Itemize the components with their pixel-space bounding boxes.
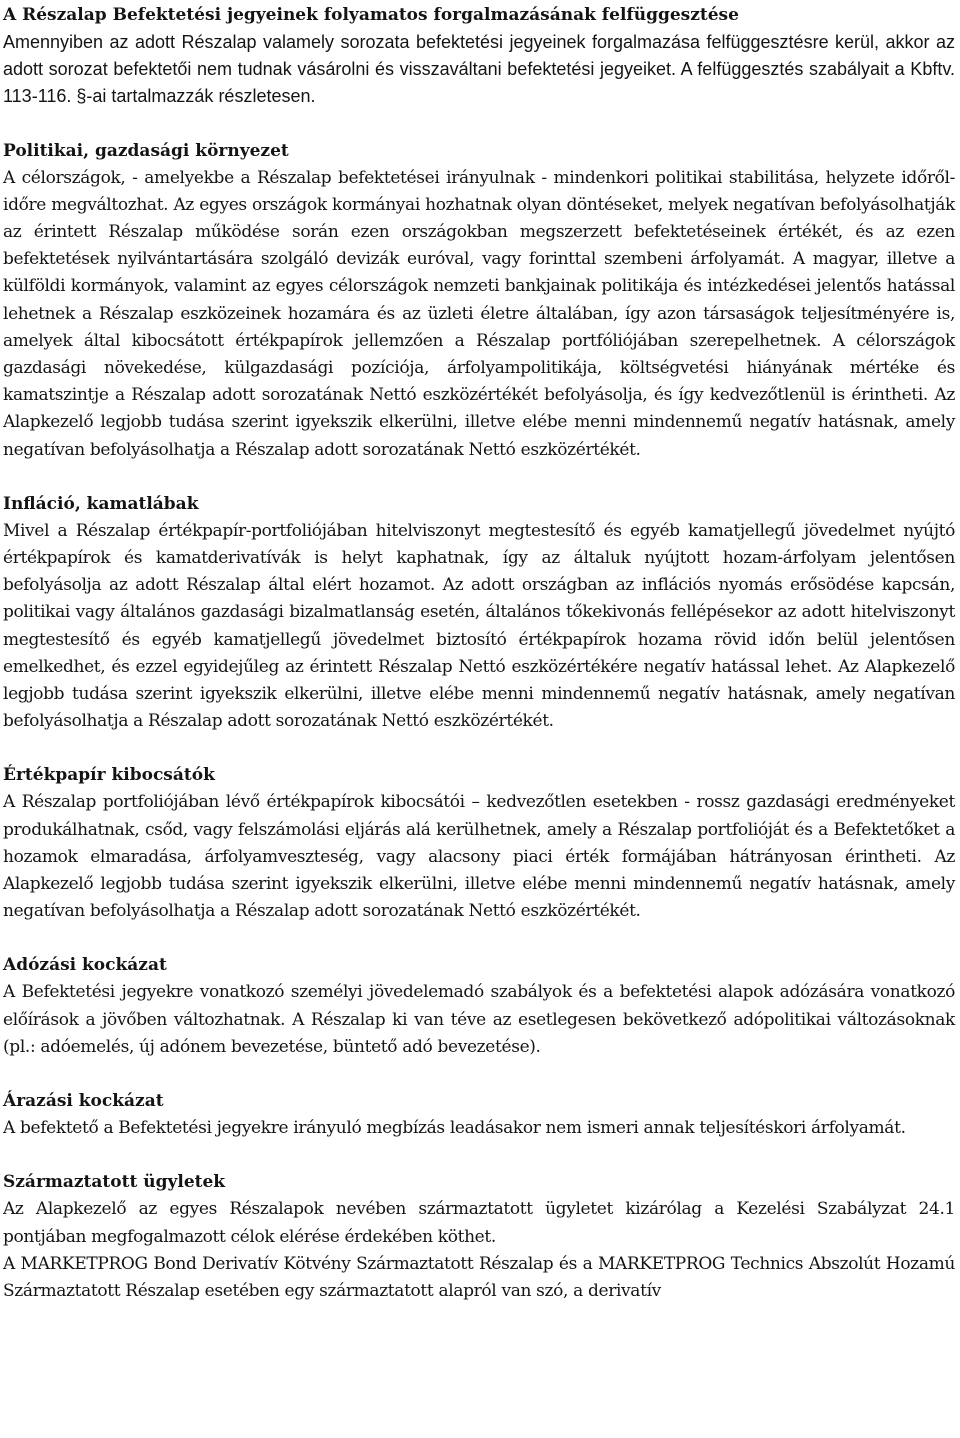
section-paragraph: Mivel a Részalap értékpapír-portfoliójában hitelviszonyt megtestesítő és egyéb kamatjellegű jövedelmet nyújtó értékpapírok és kamatderivatívák is helyt kaphatnak, így az általuk nyújtott hozam-árfolyam jelentősen befolyásolja az adott Részalap által elért hozamot. Az adott országban az inflációs nyomás erősödése kapcsán, politikai vagy általános gazdasági bizalmatlanság esetén, általános tőkekivonás fellépésekor az adott hitelviszonyt megtestesítő és egyéb kamatjellegű jövedelmet biztosító értékpapírok hozama rövid időn belül jelentősen emelkedhet, és ezzel egyidejűleg az érintett Részalap Nettó eszközértékére negatív hatással lehet. Az Alapkezelő legjobb tudása szerint igyekszik elkerülni, illetve elébe menni mindennemű negatív hatásnak, amely negatívan befolyásolhatja a Részalap adott sorozatának Nettó eszközértékét. — [3, 520, 955, 732]
section-paragraph: Amennyiben az adott Részalap valamely sorozata befektetési jegyeinek forgalmazása felfüggesztésre kerül, akkor az adott sorozat befektetői nem tudnak vásárolni és visszaváltani befektetési jegyeiket. A felfüggesztés szabályait a Kbftv. 113-116. §-ai tartalmazzák részletesen. — [3, 32, 955, 107]
section-pricing-risk — [3, 1088, 955, 1142]
section-paragraph: A befektető a Befektetési jegyekre irányuló megbízás leadásakor nem ismeri annak teljesítéskori árfolyamát. — [3, 1118, 906, 1139]
section-suspension — [3, 0, 955, 111]
section-heading: Értékpapír kibocsátók — [3, 765, 215, 786]
spacer — [3, 925, 955, 952]
section-paragraph: A Részalap portfoliójában lévő értékpapírok kibocsátói – kedvezőtlen esetekben - rossz gazdasági eredményeket produkálhatnak, csőd, vagy felszámolási eljárás alá kerülhetnek, amely a Részalap portfolióját és a Befektetőket a hozamok elmaradása, árfolyamveszteség, vagy alacsony piaci érték formájában hátrányosan érintheti. Az Alapkezelő legjobb tudása szerint igyekszik elkerülni, illetve elébe menni mindennemű negatív hatásnak, amely negatívan befolyásolhatja a Részalap adott sorozatának Nettó eszközértékét. — [3, 792, 955, 922]
document-page — [3, 0, 955, 1305]
section-heading: Árazási kockázat — [3, 1091, 164, 1112]
section-paragraph: Az Alapkezelő az egyes Részalapok nevében származtatott ügyletet kizárólag a Kezelési Szabályzat 24.1 pontjában megfogalmazott célok elérése érdekében köthet. — [3, 1199, 955, 1247]
section-heading: Infláció, kamatlábak — [3, 493, 199, 514]
spacer — [3, 1061, 955, 1088]
section-paragraph: A célországok, - amelyekbe a Részalap befektetései irányulnak - mindenkori politikai stabilitása, helyzete időről-időre megváltozhat. Az egyes országok kormányai hozhatnak olyan döntéseket, melyek negatívan befolyásolhatják az érintett Részalap működése során ezen országokban megszerzett befektetéseinek értékét, és az ezen befektetések nyilvántartására szolgáló devizák euróval, vagy forinttal szembeni árfolyamát. A magyar, illetve a külföldi kormányok, valamint az egyes célországok nemzeti bankjainak politikája és intézkedései jelentős hatással lehetnek a Részalap eszközeinek hozamára és az üzleti életre általában, így azon társaságok teljesítményére is, amelyek által kibocsátott értékpapírok jellemzően a Részalap portfóliójában szerepelhetnek. A célországok gazdasági növekedése, külgazdasági pozíciója, árfolyampolitikája, költségvetési hiányának mértéke és kamatszintje a Részalap adott sorozatának Nettó eszközértékét befolyásolja, és így kedvezőtlenül is érintheti. Az Alapkezelő legjobb tudása szerint igyekszik elkerülni, illetve elébe menni mindennemű negatív hatásnak, amely negatívan befolyásolhatja a Részalap adott sorozatának Nettó eszközértékét. — [3, 167, 955, 460]
section-heading: Politikai, gazdasági környezet — [3, 140, 289, 161]
section-paragraph: A Befektetési jegyekre vonatkozó személyi jövedelemadó szabályok és a befektetési alapok adózására vonatkozó előírások a jövőben változhatnak. A Részalap ki van téve az esetlegesen bekövetkező adópolitikai változásoknak (pl.: adóemelés, új adónem bevezetése, büntető adó bevezetése). — [3, 982, 955, 1057]
section-heading: Adózási kockázat — [3, 955, 167, 976]
section-tax-risk — [3, 952, 955, 1061]
spacer — [3, 111, 955, 138]
spacer — [3, 735, 955, 762]
section-political-economic — [3, 138, 955, 464]
section-heading: A Részalap Befektetési jegyeinek folyamatos forgalmazásának felfüggesztése — [3, 5, 739, 25]
spacer — [3, 464, 955, 491]
section-derivatives — [3, 1169, 955, 1305]
section-heading: Származtatott ügyletek — [3, 1172, 226, 1193]
section-issuers — [3, 762, 955, 925]
section-inflation — [3, 491, 955, 736]
section-paragraph: A MARKETPROG Bond Derivatív Kötvény Származtatott Részalap és a MARKETPROG Technics Abszolút Hozamú Származtatott Részalap esetében egy származtatott alapról van szó, a derivatív — [3, 1253, 955, 1301]
spacer — [3, 1142, 955, 1169]
